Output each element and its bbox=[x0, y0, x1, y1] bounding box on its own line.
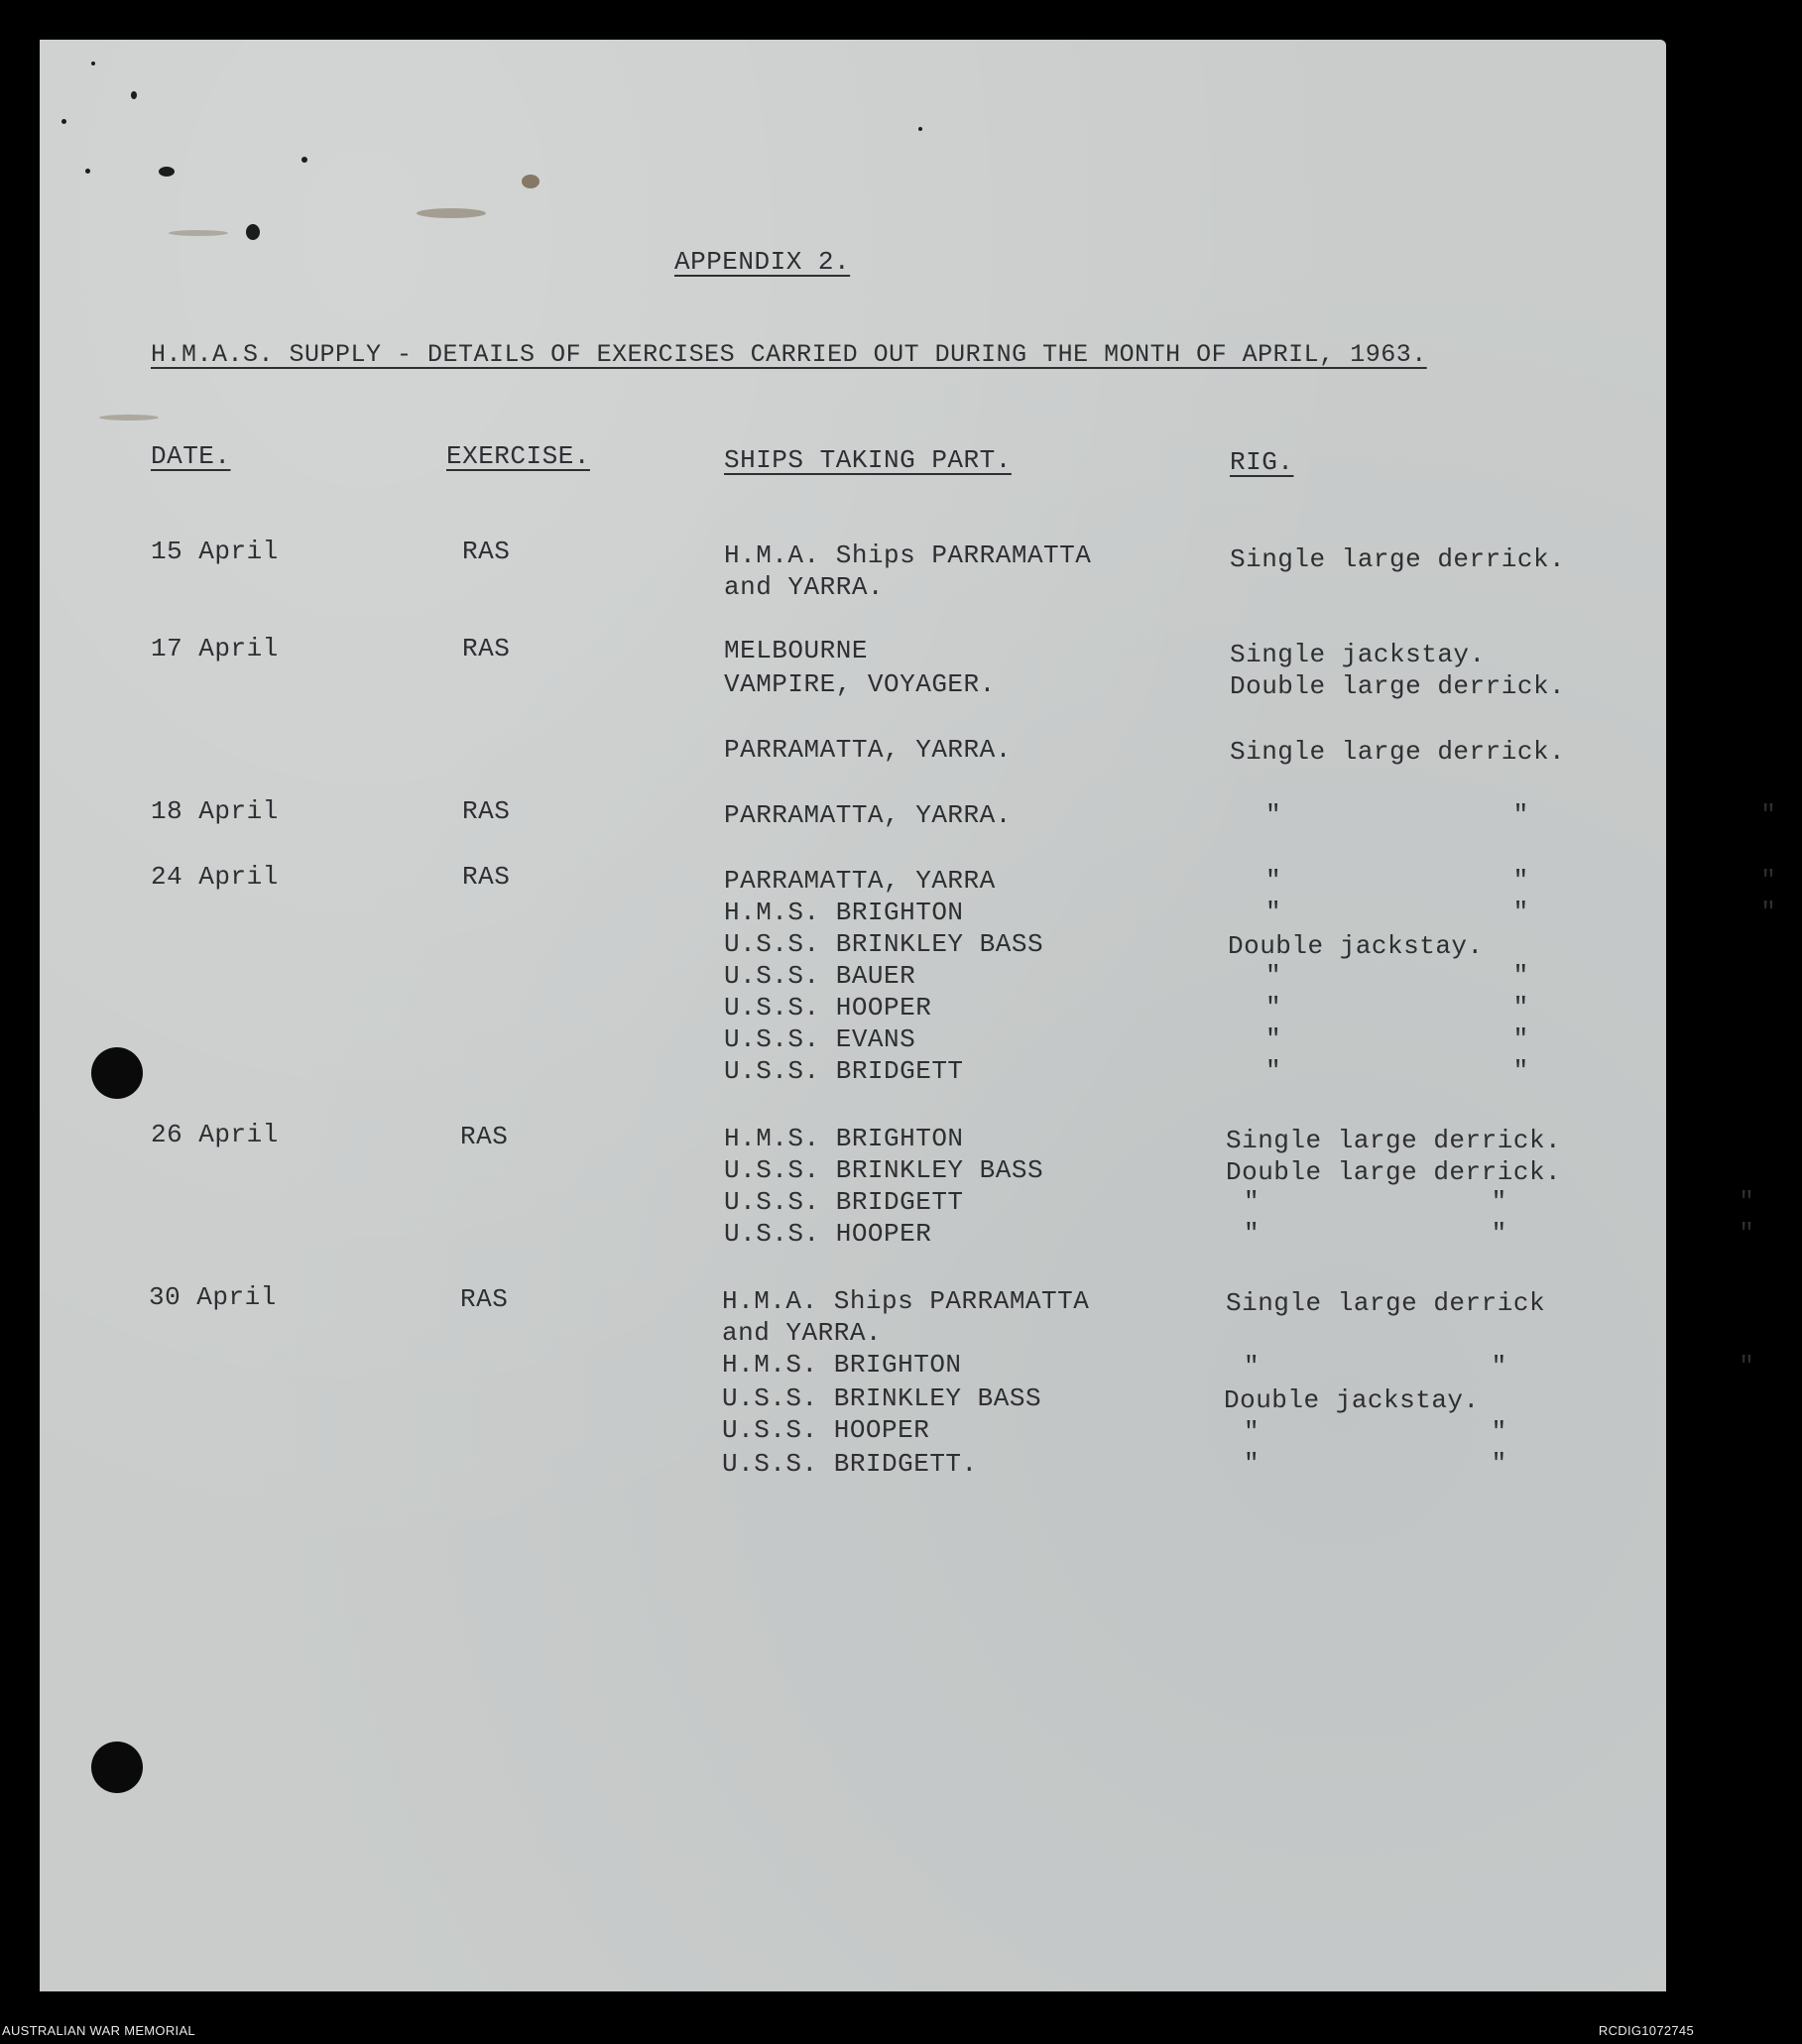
row-rig: Double jackstay. bbox=[1228, 931, 1484, 961]
row-exercise: RAS bbox=[460, 1284, 509, 1314]
paper-stain bbox=[522, 175, 540, 188]
row-rig: " " " bbox=[1265, 898, 1802, 927]
document-heading: H.M.A.S. SUPPLY - DETAILS OF EXERCISES CARRIED OUT DURING THE MONTH OF APRIL, 1963. bbox=[151, 340, 1427, 369]
row-rig: Double large derrick. bbox=[1226, 1157, 1562, 1187]
row-ships: MELBOURNE bbox=[724, 636, 868, 665]
row-exercise: RAS bbox=[462, 862, 511, 892]
row-rig: " " " bbox=[1244, 1219, 1780, 1249]
appendix-title: APPENDIX 2. bbox=[674, 247, 851, 277]
row-date: 15 April bbox=[151, 537, 279, 566]
paper-speck bbox=[246, 224, 260, 240]
row-ships: U.S.S. EVANS bbox=[724, 1024, 916, 1054]
row-rig: " " bbox=[1265, 961, 1555, 991]
row-ships: U.S.S. BRIDGETT. bbox=[722, 1449, 978, 1479]
row-rig: " " " bbox=[1265, 800, 1802, 830]
row-rig: Single large derrick. bbox=[1230, 544, 1566, 574]
row-exercise: RAS bbox=[462, 634, 511, 663]
row-rig: " " bbox=[1265, 1056, 1555, 1086]
row-date: 17 April bbox=[151, 634, 279, 663]
paper-speck bbox=[918, 127, 922, 131]
row-ships: U.S.S. BRINKLEY BASS bbox=[724, 929, 1044, 959]
row-ships: PARRAMATTA, YARRA. bbox=[724, 800, 1012, 830]
row-ships: U.S.S. HOOPER bbox=[724, 1219, 932, 1249]
row-ships: H.M.A. Ships PARRAMATTA bbox=[722, 1286, 1090, 1316]
row-rig: Double jackstay. bbox=[1224, 1385, 1480, 1415]
column-header-exercise: EXERCISE. bbox=[446, 441, 590, 471]
row-ships: U.S.S. BRIDGETT bbox=[724, 1187, 964, 1217]
row-rig: " " " bbox=[1265, 866, 1802, 896]
row-exercise: RAS bbox=[462, 537, 511, 566]
row-rig: Double large derrick. bbox=[1230, 671, 1566, 701]
row-rig: " " bbox=[1265, 993, 1555, 1022]
row-rig: Single jackstay. bbox=[1230, 640, 1486, 669]
row-ships: H.M.S. BRIGHTON bbox=[722, 1350, 962, 1380]
row-ships: VAMPIRE, VOYAGER. bbox=[724, 669, 996, 699]
paper-speck bbox=[91, 61, 95, 65]
row-ships: H.M.A. Ships PARRAMATTA bbox=[724, 541, 1092, 570]
row-exercise: RAS bbox=[462, 796, 511, 826]
paper-speck bbox=[159, 167, 175, 177]
row-ships: and YARRA. bbox=[724, 572, 885, 602]
row-ships: U.S.S. HOOPER bbox=[724, 993, 932, 1022]
footer-archive-name: AUSTRALIAN WAR MEMORIAL bbox=[2, 2023, 195, 2038]
row-rig: " " bbox=[1244, 1417, 1533, 1447]
row-exercise: RAS bbox=[460, 1122, 509, 1151]
punch-hole bbox=[91, 1742, 143, 1793]
row-ships: U.S.S. HOOPER bbox=[722, 1415, 930, 1445]
row-ships: U.S.S. BRINKLEY BASS bbox=[724, 1155, 1044, 1185]
row-ships: and YARRA. bbox=[722, 1318, 883, 1348]
paper-speck bbox=[301, 157, 307, 163]
footer-record-id: RCDIG1072745 bbox=[1598, 2023, 1694, 2038]
row-date: 30 April bbox=[149, 1282, 277, 1312]
column-header-date: DATE. bbox=[151, 441, 231, 471]
row-rig: Single large derrick. bbox=[1230, 737, 1566, 767]
row-ships: H.M.S. BRIGHTON bbox=[724, 898, 964, 927]
row-ships: U.S.S. BRIDGETT bbox=[724, 1056, 964, 1086]
row-rig: Single large derrick. bbox=[1226, 1126, 1562, 1155]
row-rig: " " bbox=[1244, 1449, 1533, 1479]
row-ships: PARRAMATTA, YARRA bbox=[724, 866, 996, 896]
row-rig: " " " bbox=[1244, 1187, 1780, 1217]
row-ships: PARRAMATTA, YARRA. bbox=[724, 735, 1012, 765]
paper-stain bbox=[417, 208, 486, 218]
column-header-rig: RIG. bbox=[1230, 447, 1294, 477]
paper-speck bbox=[61, 119, 66, 124]
punch-hole bbox=[91, 1047, 143, 1099]
paper-speck bbox=[131, 91, 137, 99]
row-rig: " " " bbox=[1244, 1352, 1780, 1382]
row-rig: " " bbox=[1265, 1024, 1555, 1054]
row-ships: U.S.S. BRINKLEY BASS bbox=[722, 1383, 1042, 1413]
paper-stain bbox=[169, 230, 228, 236]
row-date: 26 April bbox=[151, 1120, 279, 1149]
row-rig: Single large derrick bbox=[1226, 1288, 1546, 1318]
column-header-ships: SHIPS TAKING PART. bbox=[724, 445, 1012, 475]
paper-stain bbox=[99, 415, 159, 421]
row-date: 18 April bbox=[151, 796, 279, 826]
document-page bbox=[40, 40, 1802, 1991]
row-date: 24 April bbox=[151, 862, 279, 892]
row-ships: H.M.S. BRIGHTON bbox=[724, 1124, 964, 1153]
paper-speck bbox=[85, 169, 90, 174]
row-ships: U.S.S. BAUER bbox=[724, 961, 916, 991]
